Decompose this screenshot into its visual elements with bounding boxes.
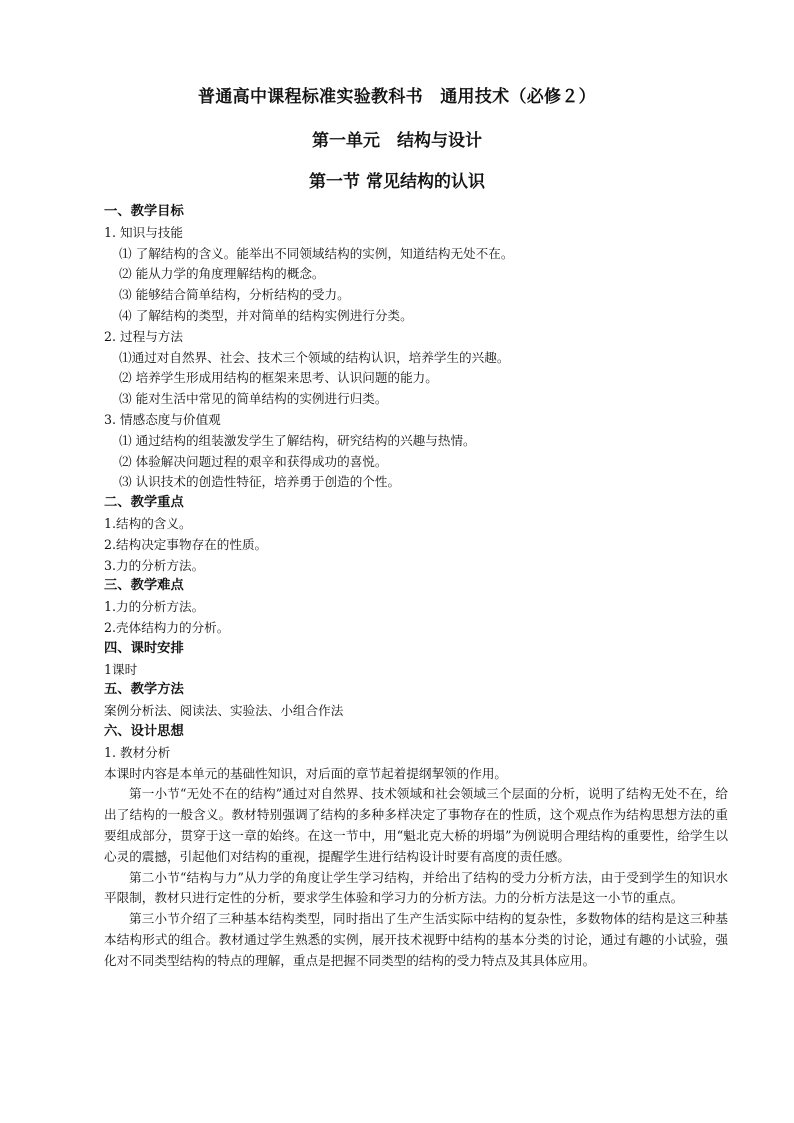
list-item: ⑶ 认识技术的创造性特征，培养勇于创造的个性。 <box>119 474 401 490</box>
list-item: 1.结构的含义。 <box>104 515 192 531</box>
heading-schedule: 四、课时安排 <box>104 640 184 656</box>
unit-title: 第一单元 结构与设计 <box>312 131 482 151</box>
document-body <box>104 202 728 971</box>
list-item: ⑴通过对自然界、社会、技术三个领域的结构认识，培养学生的兴趣。 <box>119 349 510 365</box>
subheading-knowledge-skills: 1. 知识与技能 <box>104 224 183 240</box>
heading-difficulties: 三、教学难点 <box>104 578 184 594</box>
heading-methods: 五、教学方法 <box>104 682 184 698</box>
list-item: ⑵ 培养学生形成用结构的框架来思考、认识问题的能力。 <box>119 370 438 386</box>
subheading-attitudes-values: 3. 情感态度与价值观 <box>104 411 221 427</box>
intro-text: 本课时内容是本单元的基础性知识，对后面的章节起着提纲挈领的作用。 <box>104 765 507 781</box>
list-item: ⑵ 能从力学的角度理解结构的概念。 <box>119 266 325 282</box>
subheading-textbook-analysis: 1. 教材分析 <box>104 744 171 760</box>
list-item: ⑴ 了解结构的含义。能举出不同领域结构的实例，知道结构无处不在。 <box>119 245 514 261</box>
heading-design-thinking: 六、设计思想 <box>104 723 184 739</box>
list-item: 2.结构决定事物存在的性质。 <box>104 536 268 552</box>
section-title: 第一节 常见结构的认识 <box>309 172 485 192</box>
document-title: 普通高中课程标准实验教科书 通用技术（必修２） <box>198 87 596 107</box>
subheading-process-methods: 2. 过程与方法 <box>104 328 183 344</box>
paragraph: 第三小节介绍了三种基本结构类型，同时指出了生产生活实际中结构的复杂性，多数物体的结构是这三种基本结构形式的组合。教材通过学生熟悉的实例，展开技术视野中结构的基本分类的讨论，通过有趣的小试验，强化对不同类型结构的特点的理解，重点是把握不同类型的结构的受力特点及其具体应用。 <box>104 911 728 968</box>
list-item: ⑶ 能够结合简单结构，分析结构的受力。 <box>119 287 350 303</box>
list-item: ⑶ 能对生活中常见的简单结构的实例进行归类。 <box>119 391 388 407</box>
methods-text: 案例分析法、阅读法、实验法、小组合作法 <box>104 703 344 719</box>
list-item: ⑷ 了解结构的类型，并对简单的结构实例进行分类。 <box>119 307 413 323</box>
paragraph: 第一小节“无处不在的结构”通过对自然界、技术领域和社会领域三个层面的分析，说明了结构无处不在，给出了结构的一般含义。教材特别强调了结构的多种多样决定了事物存在的性质，这个观点作为结构思想方法的重要组成部分，贯穿于这一章的始终。在这一节中，用“魁北克大桥的坍塌”为例说明合理结构的重要性，给学生以心灵的震撼，引起他们对结构的重视，提醒学生进行结构设计时要有高度的责任感。 <box>104 786 728 864</box>
list-item: 3.力的分析方法。 <box>104 557 205 573</box>
heading-teaching-goals: 一、教学目标 <box>104 204 184 219</box>
list-item: 2.壳体结构力的分析。 <box>104 619 230 635</box>
list-item: ⑵ 体验解决问题过程的艰辛和获得成功的喜悦。 <box>119 453 388 469</box>
schedule-text: 1课时 <box>104 661 138 677</box>
list-item: ⑴ 通过结构的组装激发学生了解结构，研究结构的兴趣与热情。 <box>119 432 476 448</box>
paragraph: 第二小节“结构与力”从力学的角度让学生学习结构，并给出了结构的受力分析方法，由于受到学生的知识水平限制，教材只进行定性的分析，要求学生体验和学习力的分析方法。力的分析方法是这一小节的重点。 <box>104 869 728 906</box>
heading-key-points: 二、教学重点 <box>104 495 184 511</box>
list-item: 1.力的分析方法。 <box>104 599 205 615</box>
